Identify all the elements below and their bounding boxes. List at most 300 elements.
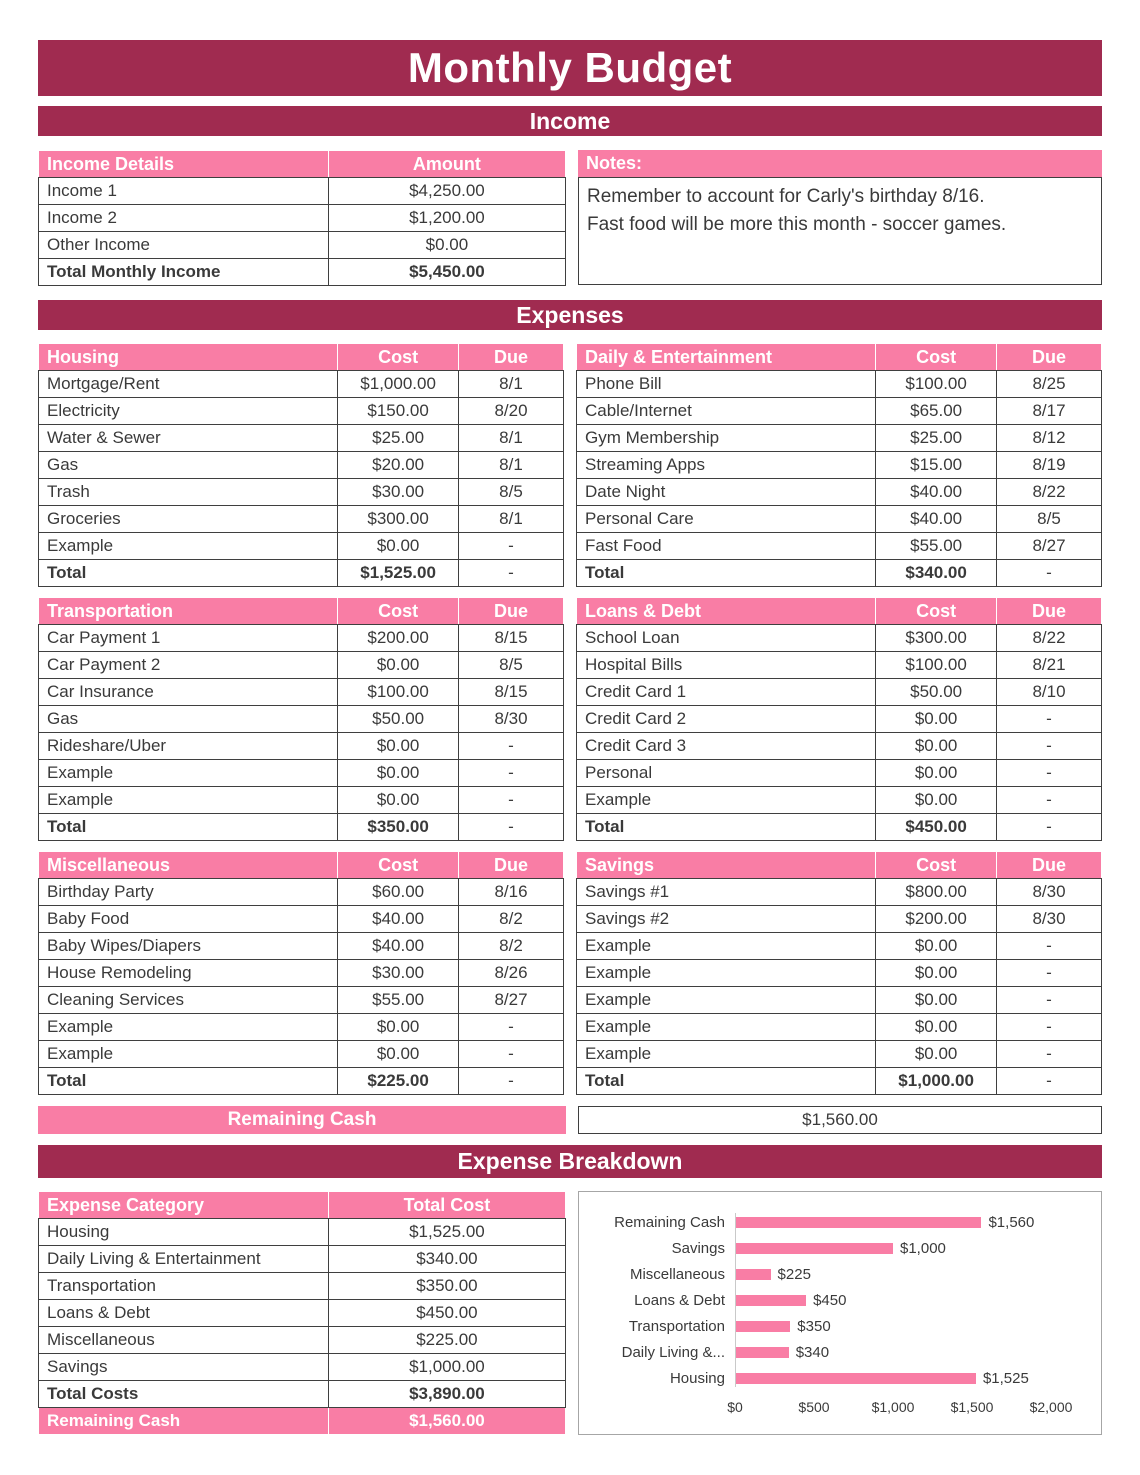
expense-cost-cell: $200.00 [876,906,997,933]
expense-due-cell: 8/19 [997,452,1102,479]
expense-total-cost: $350.00 [338,814,459,841]
expense-due-cell: 8/15 [459,679,564,706]
expense-due-cell: - [459,1014,564,1041]
table-row [577,852,1102,879]
table-row [39,987,564,1014]
chart-track [735,1344,1051,1361]
breakdown-remaining-label: Remaining Cash [39,1408,329,1435]
table-row [39,452,564,479]
expense-label-cell: School Loan [577,625,876,652]
expense-total-cost: $450.00 [876,814,997,841]
income-total-label: Total Monthly Income [39,259,329,286]
expense-label-cell: Water & Sewer [39,425,338,452]
table-row [39,560,564,587]
chart-bar [735,1217,981,1228]
table-row [39,906,564,933]
expense-label-cell: Gas [39,452,338,479]
chart-bar [735,1373,976,1384]
table-row [39,506,564,533]
amount-header: Amount [328,151,565,178]
table-row [39,1041,564,1068]
table-row [39,1408,566,1435]
table-row [577,814,1102,841]
expense-due-cell: 8/22 [997,625,1102,652]
expense-due-cell: 8/27 [459,987,564,1014]
income-label-cell: Other Income [39,232,329,259]
axis-tick-label: $2,000 [1029,1399,1073,1415]
expense-cost-cell: $0.00 [876,787,997,814]
breakdown-value-cell: $450.00 [328,1300,565,1327]
expense-label-cell: Example [577,987,876,1014]
table-row [577,479,1102,506]
expense-due-cell: 8/26 [459,960,564,987]
expense-breakdown-chart [578,1191,1102,1435]
expense-cost-cell: $300.00 [876,625,997,652]
expense-label-cell: Cable/Internet [577,398,876,425]
expense-cost-cell: $40.00 [876,506,997,533]
expense-cost-cell: $65.00 [876,398,997,425]
table-row [39,706,564,733]
cost-header: Cost [338,344,459,371]
expense-category-header: Expense Category [39,1192,329,1219]
chart-category-label: Miscellaneous [629,1265,725,1283]
expense-due-cell: 8/1 [459,452,564,479]
expense-due-cell: - [997,1041,1102,1068]
income-table [38,150,566,286]
chart-row [587,1339,1093,1365]
chart-category-label: Housing [669,1369,725,1387]
cost-header: Cost [338,598,459,625]
chart-category-label: Transportation [628,1317,725,1335]
axis-tick-label: $500 [798,1399,830,1415]
expense-total-label: Total [39,814,338,841]
expense-cost-cell: $100.00 [338,679,459,706]
expense-due-cell: 8/1 [459,506,564,533]
expense-cost-cell: $30.00 [338,479,459,506]
chart-bar [735,1321,790,1332]
expense-label-cell: Example [39,1014,338,1041]
table-row [39,1381,566,1408]
expense-table-daily-entertainment [576,343,1102,587]
expense-total-due: - [459,560,564,587]
expense-label-cell: Hospital Bills [577,652,876,679]
expense-cost-cell: $50.00 [876,679,997,706]
expense-due-cell: 8/2 [459,933,564,960]
expense-due-cell: - [459,733,564,760]
table-row [577,371,1102,398]
expense-label-cell: Streaming Apps [577,452,876,479]
due-header: Due [459,852,564,879]
expense-due-cell: 8/22 [997,479,1102,506]
expense-table-title: Loans & Debt [577,598,876,625]
expense-due-cell: 8/30 [997,879,1102,906]
expense-table-transportation [38,597,564,841]
expense-cost-cell: $0.00 [876,960,997,987]
expense-cost-cell: $55.00 [338,987,459,1014]
table-row [39,879,564,906]
expense-label-cell: Rideshare/Uber [39,733,338,760]
expense-due-cell: 8/30 [459,706,564,733]
chart-track [735,1292,1051,1309]
table-row [39,1354,566,1381]
table-row [39,479,564,506]
income-amount-cell: $4,250.00 [328,178,565,205]
due-header: Due [459,598,564,625]
expense-cost-cell: $15.00 [876,452,997,479]
chart-bar [735,1295,806,1306]
expense-due-cell: 8/5 [459,652,564,679]
expense-cost-cell: $800.00 [876,879,997,906]
expense-due-cell: 8/10 [997,679,1102,706]
expense-cost-cell: $60.00 [338,879,459,906]
expense-due-cell: - [997,787,1102,814]
table-row [39,1014,564,1041]
expense-total-cost: $225.00 [338,1068,459,1095]
table-row [39,598,564,625]
expense-due-cell: - [459,533,564,560]
expense-table-title: Housing [39,344,338,371]
breakdown-table [38,1191,566,1435]
due-header: Due [459,344,564,371]
expense-label-cell: Fast Food [577,533,876,560]
expense-cost-cell: $55.00 [876,533,997,560]
chart-value-label: $350 [797,1317,831,1335]
notes-line: Remember to account for Carly's birthday 8/16. [587,186,985,207]
expense-cost-cell: $1,000.00 [338,371,459,398]
expense-label-cell: Car Insurance [39,679,338,706]
chart-track [735,1266,1051,1283]
expense-cost-cell: $150.00 [338,398,459,425]
chart-bar [735,1269,771,1280]
expense-cost-cell: $0.00 [338,787,459,814]
table-row [39,1219,566,1246]
expense-cost-cell: $0.00 [876,933,997,960]
breakdown-category-cell: Miscellaneous [39,1327,329,1354]
chart-category-label: Remaining Cash [614,1213,725,1231]
breakdown-value-cell: $350.00 [328,1273,565,1300]
table-row [577,679,1102,706]
table-row [39,533,564,560]
expense-due-cell: - [997,987,1102,1014]
expense-due-cell: 8/1 [459,371,564,398]
total-costs-value: $3,890.00 [328,1381,565,1408]
chart-track [735,1240,1051,1257]
table-row [39,398,564,425]
table-row [577,879,1102,906]
cost-header: Cost [876,598,997,625]
expense-cost-cell: $0.00 [876,706,997,733]
expense-due-cell: - [459,1041,564,1068]
expense-label-cell: Example [39,760,338,787]
page-title: Monthly Budget [38,40,1102,96]
table-row [577,933,1102,960]
table-row [39,960,564,987]
table-row [39,679,564,706]
table-row [577,706,1102,733]
expense-cost-cell: $0.00 [876,1041,997,1068]
expense-due-cell: 8/15 [459,625,564,652]
breakdown-value-cell: $1,000.00 [328,1354,565,1381]
table-row [577,760,1102,787]
due-header: Due [997,598,1102,625]
expense-label-cell: Cleaning Services [39,987,338,1014]
expense-cost-cell: $0.00 [876,987,997,1014]
expense-label-cell: Example [577,960,876,987]
expense-cost-cell: $100.00 [876,371,997,398]
expense-label-cell: Personal [577,760,876,787]
breakdown-value-cell: $1,525.00 [328,1219,565,1246]
chart-bar [735,1347,789,1358]
chart-row [587,1313,1093,1339]
chart-value-label: $1,000 [900,1239,946,1257]
table-row [39,733,564,760]
chart-row [587,1287,1093,1313]
expense-tables-row [38,597,1102,841]
expense-label-cell: Date Night [577,479,876,506]
chart-category-label: Loans & Debt [634,1291,725,1309]
breakdown-row [38,1191,1102,1435]
chart-value-label: $450 [813,1291,847,1309]
expense-due-cell: - [459,787,564,814]
expense-cost-cell: $0.00 [338,760,459,787]
table-row [577,425,1102,452]
expense-label-cell: Electricity [39,398,338,425]
breakdown-category-cell: Loans & Debt [39,1300,329,1327]
expense-due-cell: 8/1 [459,425,564,452]
expense-cost-cell: $40.00 [338,906,459,933]
expense-label-cell: House Remodeling [39,960,338,987]
breakdown-category-cell: Transportation [39,1273,329,1300]
table-row [577,960,1102,987]
chart-value-label: $1,560 [988,1213,1035,1231]
chart-bar [735,1243,893,1254]
expense-label-cell: Trash [39,479,338,506]
expense-total-cost: $340.00 [876,560,997,587]
expense-total-label: Total [577,814,876,841]
table-row [39,933,564,960]
expense-table-housing [38,343,564,587]
expense-tables-grid [38,343,1102,1095]
expense-cost-cell: $25.00 [338,425,459,452]
expense-cost-cell: $20.00 [338,452,459,479]
expense-total-cost: $1,000.00 [876,1068,997,1095]
expense-due-cell: 8/30 [997,906,1102,933]
table-row [577,625,1102,652]
table-row [39,1327,566,1354]
expense-label-cell: Groceries [39,506,338,533]
chart-value-label: $340 [795,1343,830,1361]
expense-label-cell: Personal Care [577,506,876,533]
table-row [39,344,564,371]
expense-table-title: Transportation [39,598,338,625]
total-costs-label: Total Costs [39,1381,329,1408]
expense-label-cell: Gym Membership [577,425,876,452]
expenses-section-header: Expenses [38,300,1102,330]
table-row [577,452,1102,479]
expense-table-loans-debt [576,597,1102,841]
expense-cost-cell: $40.00 [338,933,459,960]
expense-total-cost: $1,525.00 [338,560,459,587]
table-row [39,760,564,787]
expense-label-cell: Example [39,1041,338,1068]
expense-label-cell: Savings #1 [577,879,876,906]
expense-label-cell: Example [577,1041,876,1068]
chart-row [587,1261,1093,1287]
table-row [577,560,1102,587]
notes-panel [578,150,1102,286]
expense-cost-cell: $100.00 [876,652,997,679]
chart-row [587,1365,1093,1391]
expense-tables-row [38,851,1102,1095]
income-amount-cell: $0.00 [328,232,565,259]
expense-cost-cell: $0.00 [338,733,459,760]
table-row [577,506,1102,533]
chart-track [735,1370,1051,1387]
table-row [577,733,1102,760]
income-row [38,150,1102,286]
chart-row [587,1209,1093,1235]
expense-total-label: Total [577,560,876,587]
table-row [39,205,566,232]
expense-cost-cell: $30.00 [338,960,459,987]
expense-table-title: Daily & Entertainment [577,344,876,371]
expense-label-cell: Example [577,933,876,960]
axis-tick-label: $1,500 [950,1399,994,1415]
income-total-value: $5,450.00 [328,259,565,286]
chart-track [735,1318,1051,1335]
expense-cost-cell: $40.00 [876,479,997,506]
breakdown-category-cell: Housing [39,1219,329,1246]
chart-track [735,1214,1051,1231]
expense-total-due: - [459,1068,564,1095]
chart-rows [587,1209,1093,1391]
expense-total-due: - [997,560,1102,587]
expense-due-cell: 8/12 [997,425,1102,452]
table-row [39,1192,566,1219]
table-row [577,652,1102,679]
expense-cost-cell: $0.00 [338,533,459,560]
expense-tables-row [38,343,1102,587]
due-header: Due [997,344,1102,371]
expense-label-cell: Credit Card 2 [577,706,876,733]
expense-due-cell: 8/17 [997,398,1102,425]
expense-due-cell: 8/16 [459,879,564,906]
chart-row [587,1235,1093,1261]
table-row [577,906,1102,933]
table-row [577,1014,1102,1041]
expense-label-cell: Car Payment 2 [39,652,338,679]
expense-label-cell: Mortgage/Rent [39,371,338,398]
remaining-cash-value: $1,560.00 [578,1106,1102,1134]
expense-total-label: Total [39,560,338,587]
notes-body [578,177,1102,285]
table-row [39,232,566,259]
expense-cost-cell: $0.00 [338,1014,459,1041]
axis-tick-label: $0 [727,1399,743,1415]
chart-value-label: $1,525 [982,1369,1029,1387]
chart-category-label: Savings [671,1239,725,1257]
chart-x-axis [727,1397,1073,1417]
table-row [39,652,564,679]
expense-label-cell: Credit Card 3 [577,733,876,760]
breakdown-category-cell: Savings [39,1354,329,1381]
expense-due-cell: - [997,933,1102,960]
table-row [577,1068,1102,1095]
expense-due-cell: 8/25 [997,371,1102,398]
table-row [577,987,1102,1014]
table-row [39,151,566,178]
cost-header: Cost [876,852,997,879]
due-header: Due [997,852,1102,879]
remaining-cash-bar [38,1106,1102,1134]
expense-label-cell: Baby Food [39,906,338,933]
breakdown-value-cell: $225.00 [328,1327,565,1354]
expense-total-due: - [997,1068,1102,1095]
expense-total-due: - [997,814,1102,841]
table-row [39,1068,564,1095]
table-row [39,814,564,841]
table-row [39,1246,566,1273]
table-row [577,344,1102,371]
expense-total-due: - [459,814,564,841]
table-row [577,533,1102,560]
table-row [39,1273,566,1300]
chart-value-label: $225 [777,1265,811,1283]
expense-due-cell: 8/21 [997,652,1102,679]
table-row [39,787,564,814]
table-row [39,425,564,452]
expense-due-cell: - [997,1014,1102,1041]
expense-label-cell: Example [577,1014,876,1041]
chart-category-label: Daily Living &... [621,1343,725,1361]
cost-header: Cost [338,852,459,879]
breakdown-category-cell: Daily Living & Entertainment [39,1246,329,1273]
breakdown-value-cell: $340.00 [328,1246,565,1273]
total-cost-header: Total Cost [328,1192,565,1219]
expense-table-title: Savings [577,852,876,879]
table-row [39,178,566,205]
income-details-header: Income Details [39,151,329,178]
expense-label-cell: Example [577,787,876,814]
expense-label-cell: Car Payment 1 [39,625,338,652]
expense-due-cell: - [997,960,1102,987]
expense-cost-cell: $25.00 [876,425,997,452]
axis-tick-label: $1,000 [871,1399,915,1415]
expense-label-cell: Birthday Party [39,879,338,906]
expense-table-miscellaneous [38,851,564,1095]
expense-due-cell: 8/5 [459,479,564,506]
income-section-header: Income [38,106,1102,136]
table-row [39,1300,566,1327]
expense-label-cell: Phone Bill [577,371,876,398]
expense-table-savings [576,851,1102,1095]
expense-table-title: Miscellaneous [39,852,338,879]
table-row [39,625,564,652]
income-amount-cell: $1,200.00 [328,205,565,232]
expense-due-cell: 8/20 [459,398,564,425]
expense-due-cell: 8/5 [997,506,1102,533]
expense-label-cell: Example [39,533,338,560]
expense-cost-cell: $300.00 [338,506,459,533]
expense-due-cell: 8/2 [459,906,564,933]
income-table-body [39,151,566,286]
expense-label-cell: Example [39,787,338,814]
expense-label-cell: Savings #2 [577,906,876,933]
expense-cost-cell: $200.00 [338,625,459,652]
expense-cost-cell: $0.00 [876,1014,997,1041]
income-label-cell: Income 1 [39,178,329,205]
table-row [39,371,564,398]
